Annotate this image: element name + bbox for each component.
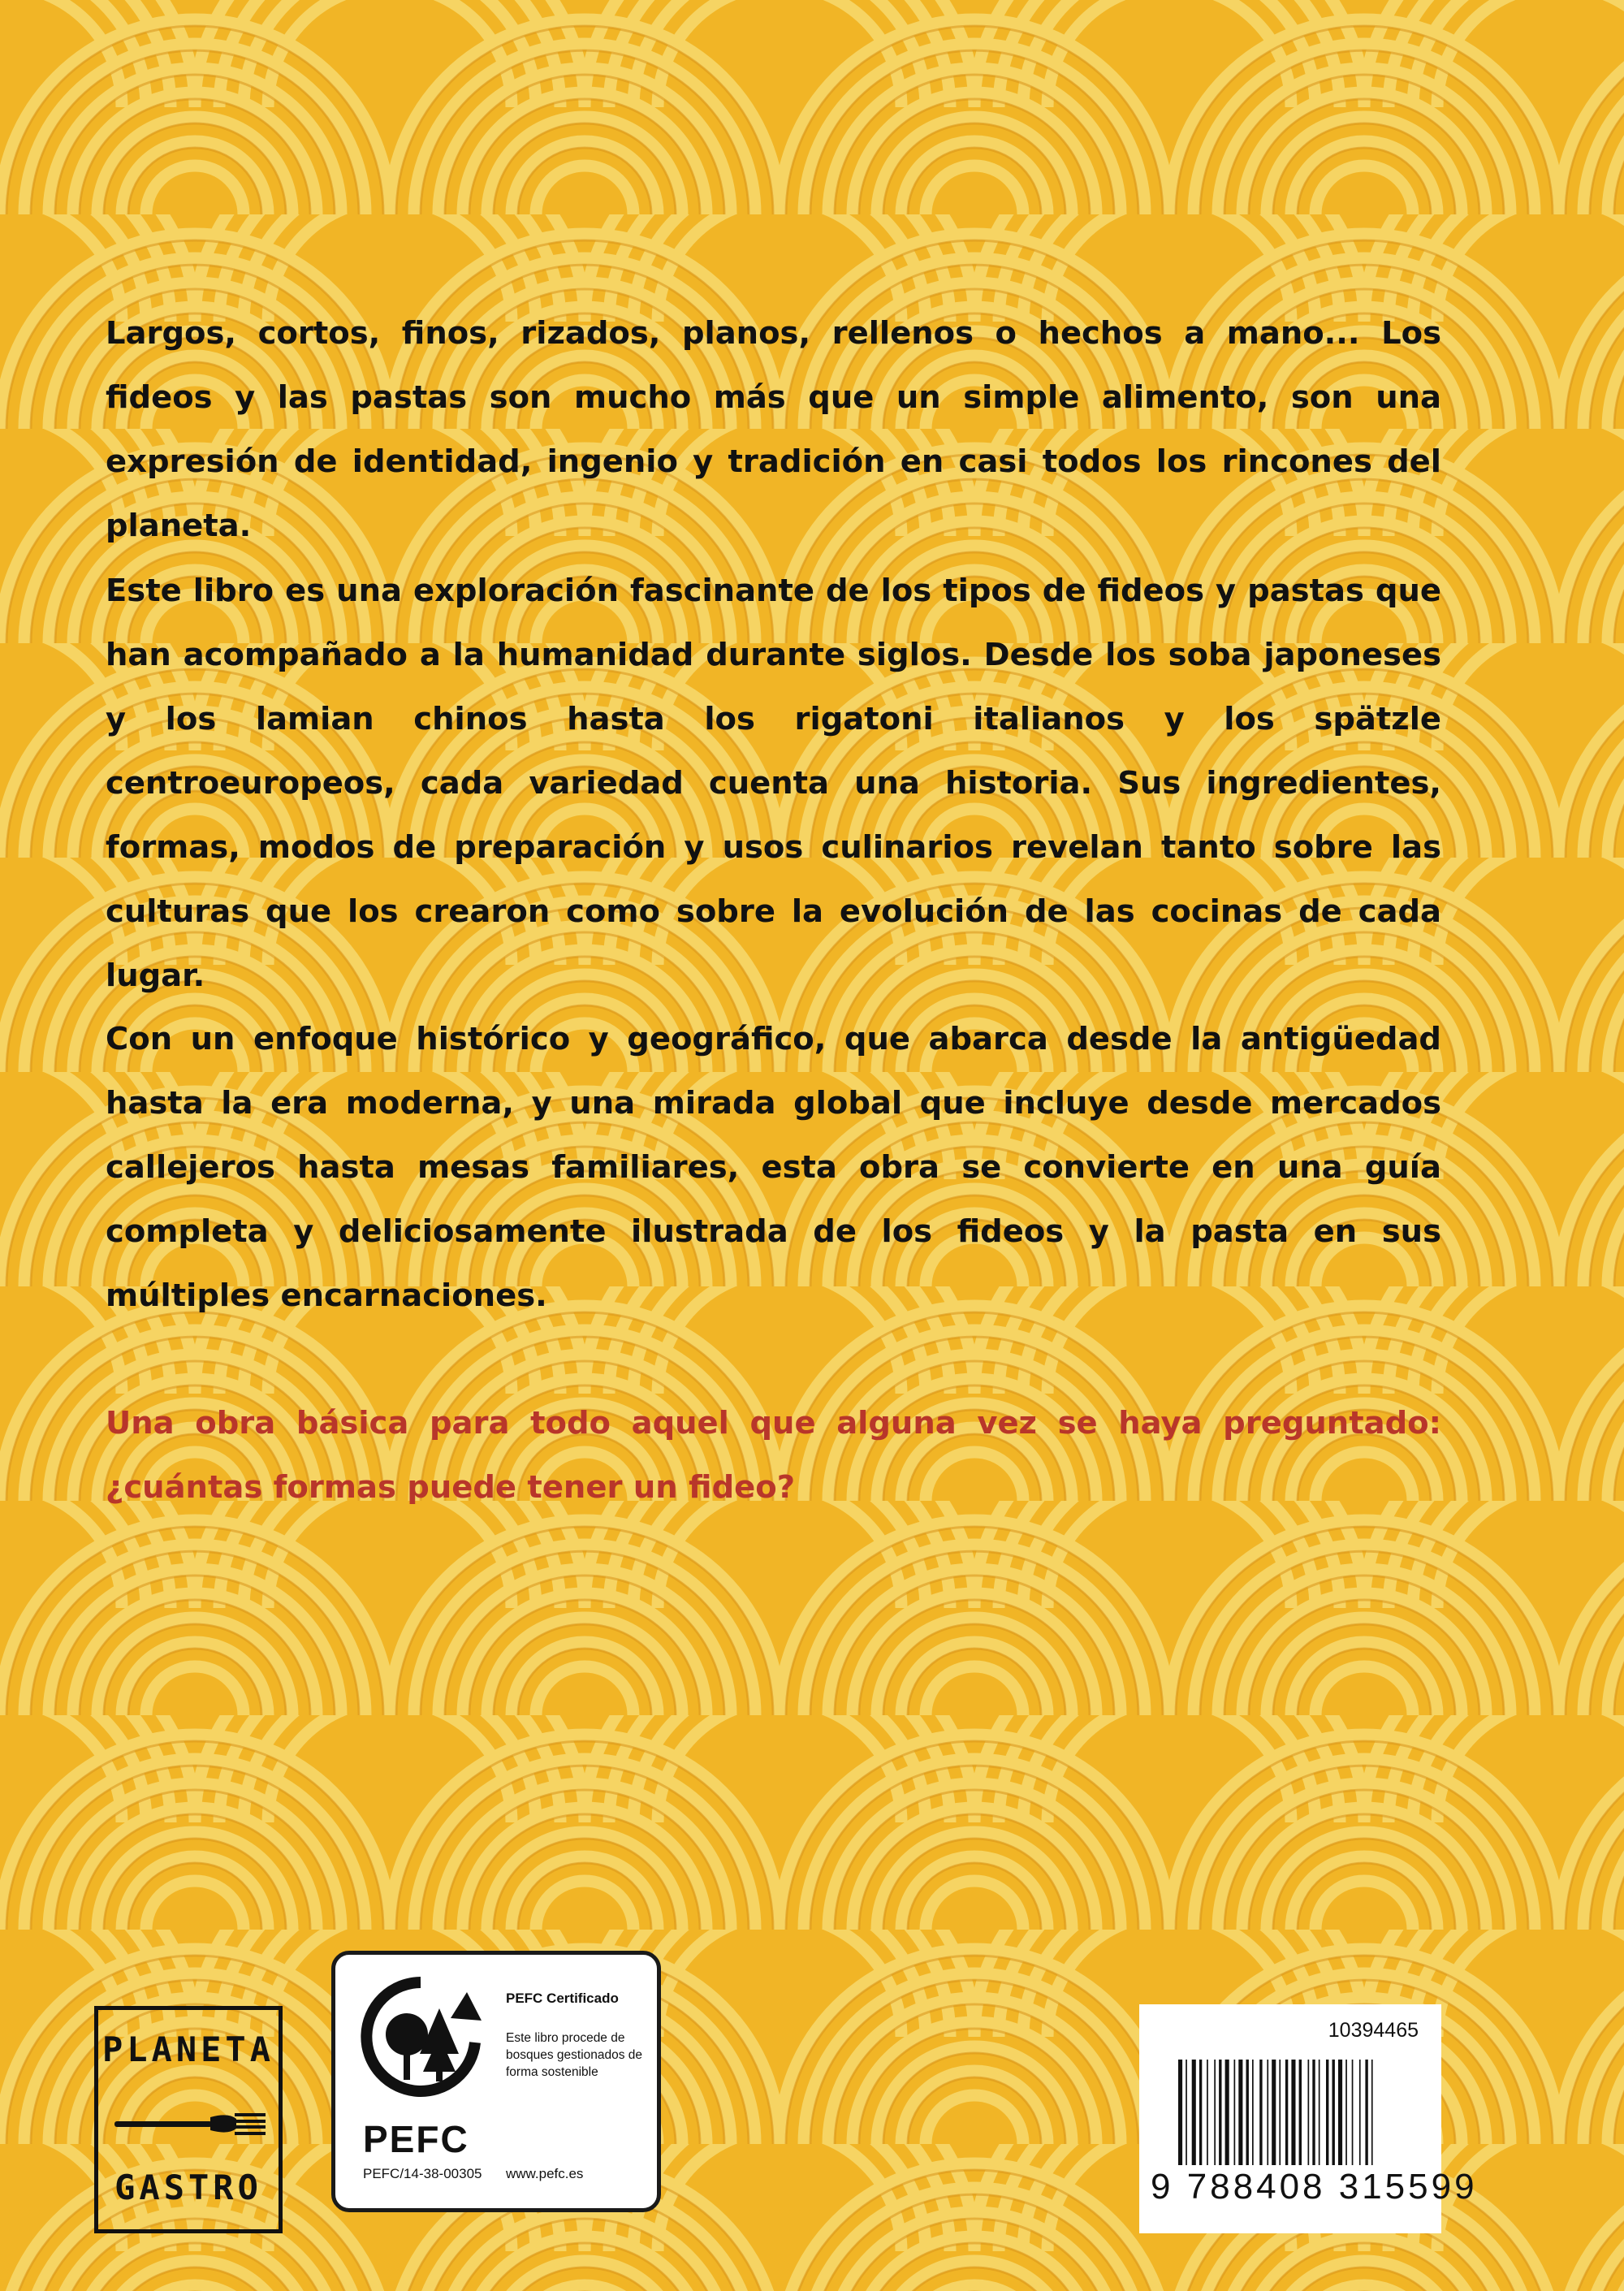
pefc-trees-icon [360, 1976, 482, 2106]
pefc-url: www.pefc.es [506, 2166, 584, 2181]
description-paragraph-3: Con un enfoque histórico y geográfico, que abarca desde la antigüedad hasta la era moderna, y una mirada global que incluye desde mercados callejeros hasta mesas familiares, esta obra se convierte en una guía completa y deliciosamente ilustrada de los fideos y la pasta en sus múltiples encarnaciones. [106, 1021, 1441, 1314]
barcode-bars [1178, 2060, 1414, 2165]
pefc-wordmark: PEFC [363, 2118, 469, 2160]
planeta-gastro-logo [94, 2006, 283, 2233]
pefc-body: Este libro procede de bosques gestionados de forma sostenible [506, 2031, 643, 2079]
pefc-title: PEFC Certificado [506, 1991, 619, 2006]
logo-line-2: GASTRO [114, 2168, 262, 2207]
barcode-box [1139, 2004, 1478, 2233]
fork-icon [114, 2099, 269, 2148]
isbn-number: 9 788408 315599 [1151, 2167, 1478, 2207]
barcode-code: 10394465 [1328, 2019, 1419, 2042]
pefc-certification-box [331, 1951, 661, 2212]
description-paragraph-1: Largos, cortos, finos, rizados, planos, rellenos o hechos a mano... Los fideos y las pastas son mucho más que un simple alimento, son una expresión de identidad, ingenio y tradición en casi todos los rincones del planeta. [106, 315, 1441, 544]
description-paragraph-2: Este libro es una exploración fascinante de los tipos de fideos y pastas que han acompañado a la humanidad durante siglos. Desde los soba japoneses y los lamian chinos hasta los rigatoni italianos y los spätzle centroeuropeos, cada variedad cuenta una historia. Sus ingredientes, formas, modos de preparación y usos culinarios revelan tanto sobre las culturas que los crearon como sobre la evolución de las cocinas de cada lugar. [106, 573, 1441, 994]
highlight-question: Una obra básica para todo aquel que alguna vez se haya preguntado: ¿cuántas formas puede tener un fideo? [106, 1405, 1441, 1506]
pefc-code: PEFC/14-38-00305 [363, 2166, 482, 2181]
logo-line-1: PLANETA [102, 2029, 274, 2069]
